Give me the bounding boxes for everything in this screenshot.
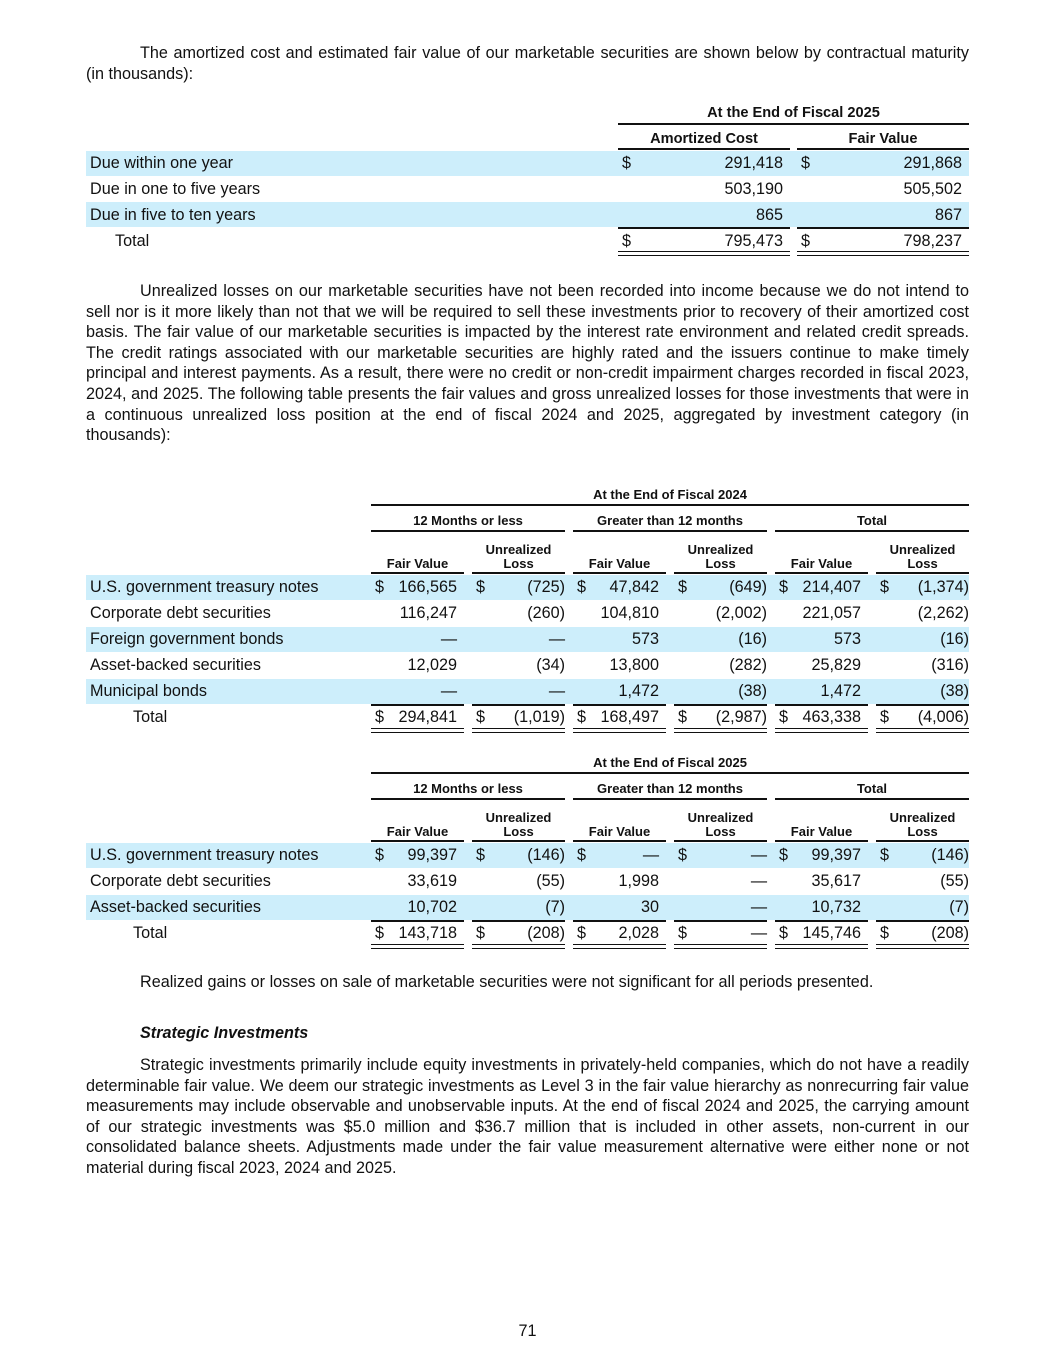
- currency-symbol: $: [880, 708, 890, 726]
- subtotal-rule: [573, 920, 666, 922]
- unrealized-loss-value: (2,262): [917, 604, 969, 622]
- unrealized-loss-value: (725): [527, 578, 565, 596]
- total-label: Total: [133, 924, 168, 942]
- amortized-cost-value: 291,418: [724, 154, 783, 172]
- currency-symbol: $: [678, 708, 688, 726]
- group-header: 12 Months or less: [413, 781, 523, 796]
- subcolumn-header: Fair Value: [790, 556, 853, 571]
- subcolumn-rule: [371, 840, 464, 842]
- strategic-investments-paragraph: Strategic investments primarily include equity investments in privately-held companies, which do not have a readily determinable fair value. We deem our strategic investments as Level 3 in the fair value hierarchy as nonrecurring fair value measurements may include observable and unobservable inputs. At the end of fiscal 2024 and 2025, the carrying amount of our strategic investments was $5.0 million and $36.7 million that is included in other assets, non-current in our consolidated balance sheets. Adjustments made under the fair value measurement alternative were either none or not material during fiscal 2023, 2024 and 2025.: [86, 1056, 969, 1177]
- fair-value-value: 10,732: [811, 898, 861, 916]
- double-underline: [876, 728, 969, 733]
- unrealized-losses-paragraph: Unrealized losses on our marketable securities have not been recorded into income because we do not intend to sell nor is it more likely than not that we will be required to sell these investments prior to recovery of their amortized cost basis. The fair value of our marketable securities is impacted by the interest rate environment and related credit spreads. The credit ratings associated with our marketable securities are highly rated and the issuers continue to make timely principal and interest payments. As a result, there were no credit or non-credit impairment charges recorded in fiscal 2023, 2024, and 2025. The following table presents the fair values and gross unrealized losses for those investments that were in a continuous unrealized loss position at the end of fiscal 2024 and 2025, aggregated by investment category (in thousands):: [86, 282, 969, 445]
- subcolumn-header: [876, 543, 969, 571]
- unrealized-loss-label: Unrealized Loss: [485, 810, 552, 839]
- fair-value-value: 30: [640, 898, 659, 916]
- unrealized-loss-value: (38): [738, 682, 767, 700]
- fair-value-value: 35,617: [811, 872, 861, 890]
- row-label: Foreign government bonds: [90, 630, 284, 648]
- currency-symbol: $: [779, 846, 789, 864]
- currency-symbol: $: [375, 708, 385, 726]
- unrealized-loss-value: (7): [949, 898, 969, 916]
- row-label: Due in five to ten years: [90, 206, 256, 224]
- group-header: 12 Months or less: [413, 513, 523, 528]
- subtotal-rule: [876, 920, 969, 922]
- fair-value-value: 505,502: [903, 180, 962, 198]
- fair-value-value: 25,829: [811, 656, 861, 674]
- subtotal-rule: [573, 704, 666, 706]
- subtotal-rule: [472, 704, 565, 706]
- fair-value-value: 99,397: [407, 846, 457, 864]
- subtotal-rule: [775, 704, 868, 706]
- row-label: U.S. government treasury notes: [90, 846, 319, 864]
- fair-value-value: 10,702: [407, 898, 457, 916]
- subtotal-rule: [371, 704, 464, 706]
- fair-value-value: 47,842: [609, 578, 659, 596]
- double-underline: [775, 728, 868, 733]
- unrealized-loss-value: (282): [729, 656, 767, 674]
- unrealized-loss-value: —: [750, 846, 767, 864]
- subcolumn-header: Fair Value: [386, 556, 449, 571]
- row-label: Asset-backed securities: [90, 656, 261, 674]
- currency-symbol: $: [476, 578, 486, 596]
- currency-symbol: $: [622, 154, 632, 172]
- total-amortized-cost: 795,473: [724, 232, 783, 250]
- double-underline: [797, 251, 969, 256]
- currency-symbol: $: [375, 846, 385, 864]
- double-underline: [573, 944, 666, 949]
- subtotal-rule: [618, 227, 790, 229]
- header-rule: [797, 148, 969, 150]
- period-header: At the End of Fiscal 2025: [593, 755, 747, 770]
- currency-symbol: $: [880, 846, 890, 864]
- currency-symbol: $: [678, 578, 688, 596]
- fair-value-value: 1,472: [618, 682, 659, 700]
- amortized-cost-value: 865: [755, 206, 783, 224]
- intro-paragraph: The amortized cost and estimated fair value of our marketable securities are shown below by contractual maturity (in thousands):: [86, 44, 969, 83]
- group-header: Greater than 12 months: [597, 513, 743, 528]
- header-rule: [618, 148, 790, 150]
- fair-value-value: 573: [833, 630, 861, 648]
- total-label: Total: [115, 232, 150, 250]
- currency-symbol: $: [779, 708, 789, 726]
- group-rule: [573, 798, 767, 800]
- group-rule: [371, 798, 565, 800]
- total-unrealized-loss: (208): [931, 924, 969, 942]
- subtotal-rule: [797, 227, 969, 229]
- row-label: Due in one to five years: [90, 180, 261, 198]
- unrealized-loss-value: —: [548, 682, 565, 700]
- total-fair-value: 463,338: [802, 708, 861, 726]
- currency-symbol: $: [375, 578, 385, 596]
- total-fair-value: 2,028: [618, 924, 659, 942]
- row-label: Corporate debt securities: [90, 872, 271, 890]
- double-underline: [876, 944, 969, 949]
- unrealized-loss-label: Unrealized Loss: [889, 542, 956, 571]
- total-unrealized-loss: (1,019): [513, 708, 565, 726]
- currency-symbol: $: [880, 924, 890, 942]
- unrealized-loss-value: (649): [729, 578, 767, 596]
- double-underline: [371, 944, 464, 949]
- currency-symbol: $: [678, 846, 688, 864]
- total-fair-value: 294,841: [398, 708, 457, 726]
- fair-value-value: 573: [631, 630, 659, 648]
- unrealized-loss-label: Unrealized Loss: [485, 542, 552, 571]
- total-fair-value: 168,497: [600, 708, 659, 726]
- unrealized-loss-label: Unrealized Loss: [687, 810, 754, 839]
- currency-symbol: $: [779, 924, 789, 942]
- unrealized-loss-value: (316): [931, 656, 969, 674]
- subtotal-rule: [775, 920, 868, 922]
- column-header-amortized-cost: Amortized Cost: [650, 131, 758, 147]
- fair-value-value: 1,472: [820, 682, 861, 700]
- subcolumn-header: [876, 811, 969, 839]
- currency-symbol: $: [476, 846, 486, 864]
- unrealized-loss-value: —: [548, 630, 565, 648]
- fair-value-value: 166,565: [398, 578, 457, 596]
- group-rule: [775, 530, 969, 532]
- fair-value-value: 104,810: [600, 604, 659, 622]
- fair-value-value: 33,619: [407, 872, 457, 890]
- subcolumn-header: [472, 543, 565, 571]
- row-label: Municipal bonds: [90, 682, 207, 700]
- unrealized-loss-value: (146): [931, 846, 969, 864]
- total-fair-value: 145,746: [802, 924, 861, 942]
- fair-value-value: 214,407: [802, 578, 861, 596]
- subcolumn-header: Fair Value: [790, 824, 853, 839]
- group-rule: [573, 530, 767, 532]
- period-header: At the End of Fiscal 2024: [593, 487, 747, 502]
- currency-symbol: $: [476, 924, 486, 942]
- fair-value-value: 99,397: [811, 846, 861, 864]
- unrealized-loss-label: Unrealized Loss: [889, 810, 956, 839]
- group-rule: [775, 798, 969, 800]
- unrealized-loss-value: —: [750, 872, 767, 890]
- currency-symbol: $: [577, 924, 587, 942]
- unrealized-loss-value: (55): [536, 872, 565, 890]
- total-unrealized-loss: (208): [527, 924, 565, 942]
- double-underline: [674, 728, 767, 733]
- row-label: Asset-backed securities: [90, 898, 261, 916]
- fair-value-value: 867: [934, 206, 962, 224]
- unrealized-loss-value: (55): [940, 872, 969, 890]
- subcolumn-rule: [573, 572, 666, 574]
- header-rule: [371, 504, 969, 506]
- subcolumn-rule: [371, 572, 464, 574]
- group-header: Greater than 12 months: [597, 781, 743, 796]
- unrealized-loss-value: (16): [738, 630, 767, 648]
- unrealized-loss-value: (2,002): [715, 604, 767, 622]
- group-header: Total: [856, 781, 888, 796]
- fair-value-value: —: [440, 682, 457, 700]
- unrealized-loss-value: (7): [545, 898, 565, 916]
- currency-symbol: $: [779, 578, 789, 596]
- fair-value-value: 291,868: [903, 154, 962, 172]
- subcolumn-rule: [775, 840, 868, 842]
- column-header-fair-value: Fair Value: [848, 131, 918, 147]
- period-header: At the End of Fiscal 2025: [707, 105, 880, 121]
- row-label: Corporate debt securities: [90, 604, 271, 622]
- subtotal-rule: [472, 920, 565, 922]
- subtotal-rule: [876, 704, 969, 706]
- fair-value-value: 221,057: [802, 604, 861, 622]
- subtotal-rule: [674, 920, 767, 922]
- subcolumn-rule: [876, 840, 969, 842]
- subcolumn-rule: [775, 572, 868, 574]
- currency-symbol: $: [801, 154, 811, 172]
- group-header: Total: [856, 513, 888, 528]
- unrealized-loss-value: (146): [527, 846, 565, 864]
- subcolumn-rule: [674, 840, 767, 842]
- currency-symbol: $: [622, 232, 632, 250]
- fair-value-value: 13,800: [609, 656, 659, 674]
- fair-value-value: 1,998: [618, 872, 659, 890]
- fair-value-value: 116,247: [399, 604, 457, 622]
- unrealized-loss-value: (38): [940, 682, 969, 700]
- total-fair-value: 798,237: [903, 232, 962, 250]
- double-underline: [573, 728, 666, 733]
- page-number: 71: [518, 1322, 537, 1340]
- subcolumn-header: [674, 811, 767, 839]
- currency-symbol: $: [880, 578, 890, 596]
- currency-symbol: $: [476, 708, 486, 726]
- total-label: Total: [133, 708, 168, 726]
- fair-value-value: 12,029: [407, 656, 457, 674]
- unrealized-loss-value: (34): [536, 656, 565, 674]
- subcolumn-header: Fair Value: [588, 824, 651, 839]
- double-underline: [674, 944, 767, 949]
- unrealized-loss-value: (1,374): [917, 578, 969, 596]
- unrealized-loss-value: (16): [940, 630, 969, 648]
- currency-symbol: $: [678, 924, 688, 942]
- fair-value-value: —: [642, 846, 659, 864]
- strategic-investments-heading: Strategic Investments: [140, 1024, 309, 1042]
- subcolumn-header: [674, 543, 767, 571]
- amortized-cost-value: 503,190: [724, 180, 783, 198]
- currency-symbol: $: [375, 924, 385, 942]
- subcolumn-rule: [674, 572, 767, 574]
- total-unrealized-loss: —: [750, 924, 767, 942]
- subcolumn-header: Fair Value: [588, 556, 651, 571]
- currency-symbol: $: [577, 846, 587, 864]
- subcolumn-header: [472, 811, 565, 839]
- total-unrealized-loss: (4,006): [917, 708, 969, 726]
- unrealized-loss-label: Unrealized Loss: [687, 542, 754, 571]
- subcolumn-rule: [573, 840, 666, 842]
- double-underline: [472, 728, 565, 733]
- unrealized-loss-value: (260): [527, 604, 565, 622]
- double-underline: [775, 944, 868, 949]
- header-rule: [618, 123, 969, 125]
- subcolumn-rule: [472, 840, 565, 842]
- double-underline: [472, 944, 565, 949]
- row-label: U.S. government treasury notes: [90, 578, 319, 596]
- header-rule: [371, 772, 969, 774]
- subcolumn-rule: [472, 572, 565, 574]
- unrealized-loss-value: —: [750, 898, 767, 916]
- total-fair-value: 143,718: [398, 924, 457, 942]
- currency-symbol: $: [801, 232, 811, 250]
- subtotal-rule: [371, 920, 464, 922]
- subcolumn-rule: [876, 572, 969, 574]
- currency-symbol: $: [577, 708, 587, 726]
- double-underline: [371, 728, 464, 733]
- double-underline: [618, 251, 790, 256]
- fair-value-value: —: [440, 630, 457, 648]
- total-unrealized-loss: (2,987): [715, 708, 767, 726]
- realized-gains-paragraph: Realized gains or losses on sale of marketable securities were not significant for all periods presented.: [140, 973, 874, 991]
- subcolumn-header: Fair Value: [386, 824, 449, 839]
- group-rule: [371, 530, 565, 532]
- subtotal-rule: [674, 704, 767, 706]
- row-label: Due within one year: [90, 154, 234, 172]
- currency-symbol: $: [577, 578, 587, 596]
